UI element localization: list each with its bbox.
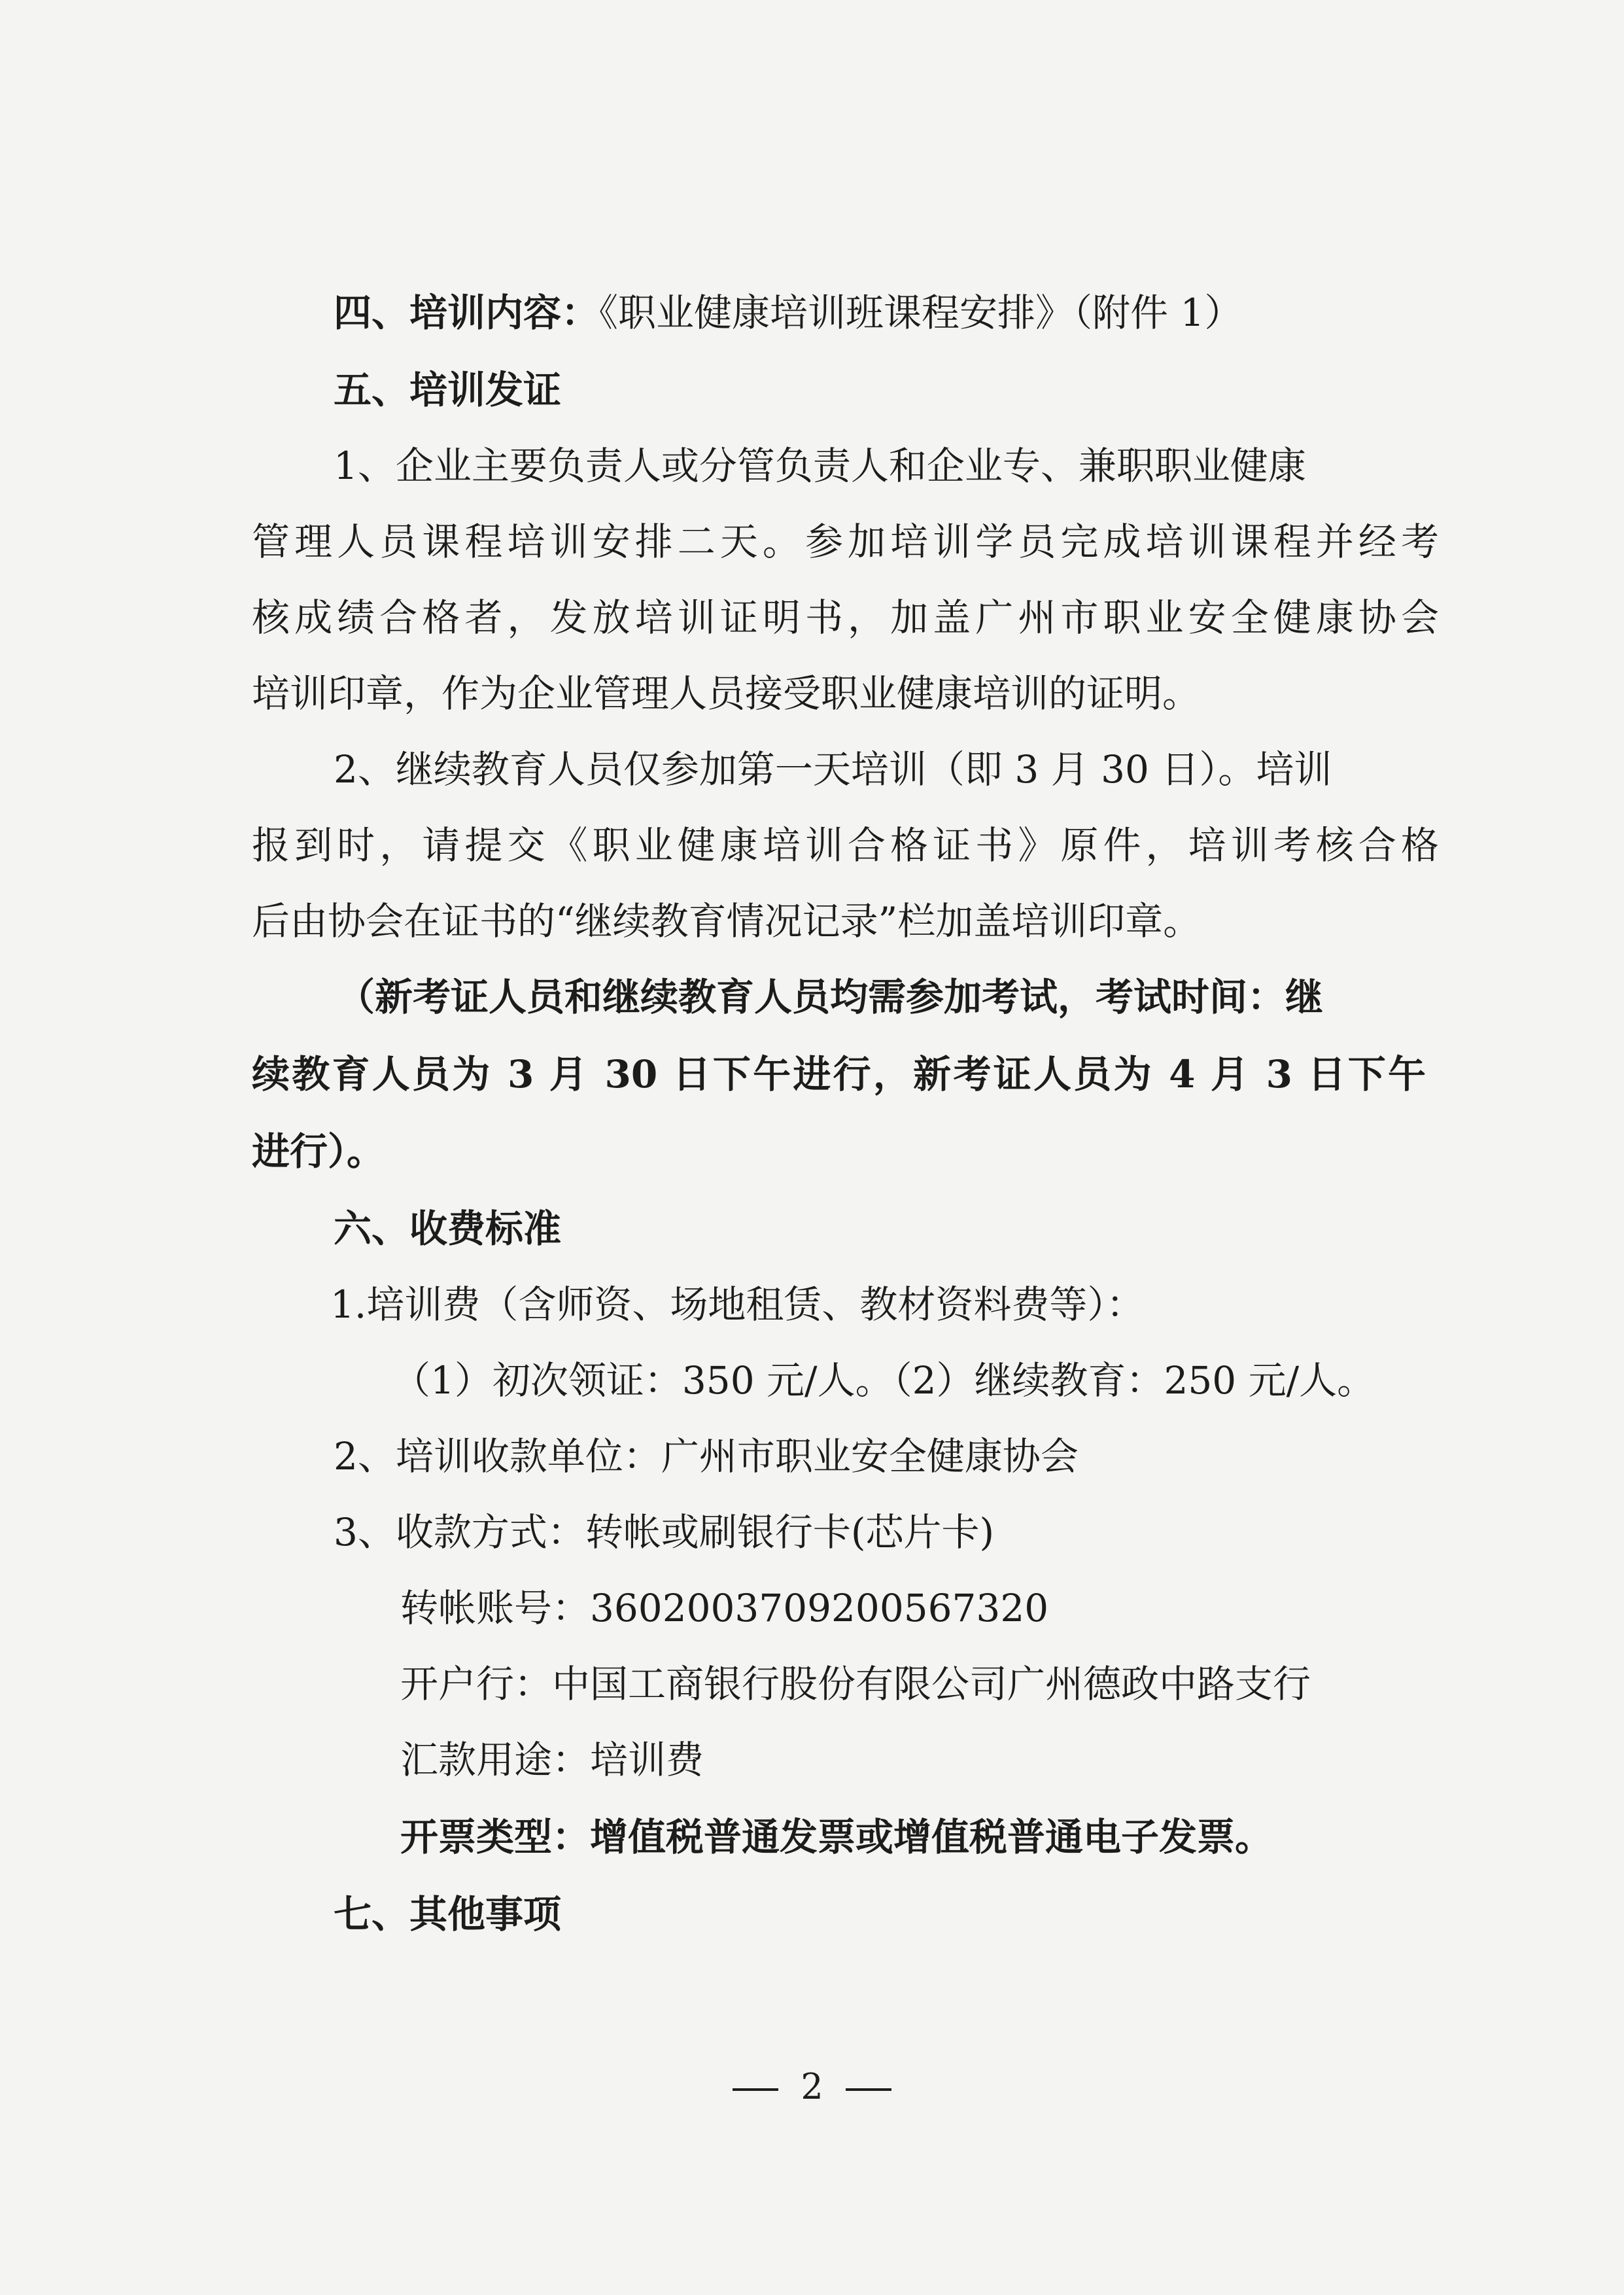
invoice-label: 开票类型： <box>400 1815 591 1859</box>
section5-p2-line: 报到时，请提交《职业健康培训合格证书》原件，培训考核合格 <box>252 823 1439 867</box>
section4-text: 《职业健康培训班课程安排》（附件 1） <box>599 290 1243 335</box>
section4-line <box>334 287 1242 339</box>
section5-p1-line: 管理人员课程培训安排二天。参加培训学员完成培训课程并经考 <box>252 519 1439 564</box>
fee-items: （1）初次领证：350 元/人。（2）继续教育：250 元/人。 <box>392 1358 1375 1403</box>
purpose-line: 汇款用途：培训费 <box>400 1738 704 1782</box>
page-footer <box>0 2061 1624 2113</box>
section5-heading: 五、培训发证 <box>334 368 562 412</box>
section4-heading: 四、培训内容： <box>334 290 600 335</box>
section5-p1-line: 核成绩合格者，发放培训证明书，加盖广州市职业安全健康协会 <box>252 595 1439 640</box>
section5-note-line: 续教育人员为 3 月 30 日下午进行，新考证人员为 4 月 3 日下午 <box>252 1052 1426 1096</box>
section5-p2-line: 2、继续教育人员仅参加第一天培训（即 3 月 30 日）。培训 <box>334 747 1332 792</box>
fee-title: 1.培训费（含师资、场地租赁、教材资料费等）： <box>330 1282 1145 1327</box>
page-number: 2 <box>801 2066 823 2107</box>
footer-dash-right <box>846 2088 891 2091</box>
section5-p1-line: 1、企业主要负责人或分管负责人和企业专、兼职职业健康 <box>334 444 1306 488</box>
payee-line: 2、培训收款单位：广州市职业安全健康协会 <box>334 1434 1079 1479</box>
bank-line: 开户行：中国工商银行股份有限公司广州德政中路支行 <box>400 1662 1311 1706</box>
invoice-line <box>400 1811 1273 1863</box>
section5-note-line: （新考证人员和继续教育人员均需参加考试，考试时间：继 <box>337 975 1324 1019</box>
section7-heading: 七、其他事项 <box>334 1892 562 1936</box>
footer-dash-left <box>733 2088 778 2091</box>
section5-note-line: 进行）。 <box>252 1129 385 1174</box>
payment-method-line: 3、收款方式：转帐或刷银行卡(芯片卡) <box>334 1510 995 1554</box>
invoice-text: 增值税普通发票或增值税普通电子发票。 <box>590 1815 1273 1859</box>
account-number-line: 转帐账号：3602003709200567320 <box>400 1586 1049 1630</box>
section6-heading: 六、收费标准 <box>334 1206 562 1251</box>
section5-p2-line: 后由协会在证书的“继续教育情况记录”栏加盖培训印章。 <box>252 899 1201 943</box>
section5-p1-line: 培训印章，作为企业管理人员接受职业健康培训的证明。 <box>252 671 1201 716</box>
